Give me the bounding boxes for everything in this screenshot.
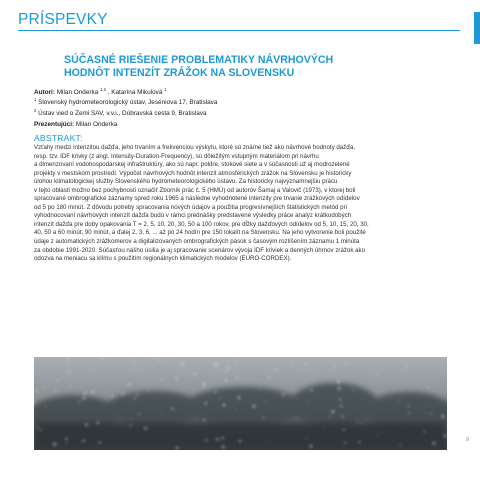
raindrop <box>36 426 38 428</box>
raindrop <box>293 391 295 393</box>
raindrop <box>161 414 162 415</box>
raindrop <box>235 362 237 364</box>
raindrop <box>238 395 240 397</box>
affiliation-2-text: Ústav vied o Zemi SAV, v.v.i., Dúbravská cesta 9, Bratislava <box>38 110 207 117</box>
abstract-line: spracované ombrografické záznamy spred roku 1965 a následne vyhodnotené intenzity pre trvanie zrážkových odídelov <box>34 195 360 203</box>
abstract-line: údaje z automatických zrážkomerov a digitalizovaných ombrografických pások s časovým rozlíšením záznamu 1 minúta <box>34 238 360 246</box>
raindrop <box>238 440 241 443</box>
raindrop <box>226 367 230 371</box>
raindrop <box>203 419 206 422</box>
raindrop <box>333 386 334 387</box>
raindrop <box>160 378 163 381</box>
raindrop <box>404 381 405 382</box>
raindrop <box>171 407 174 410</box>
rain-window-illustration <box>34 357 447 450</box>
raindrop <box>315 422 316 423</box>
raindrop <box>216 437 219 440</box>
raindrop <box>430 413 432 415</box>
article-title <box>64 54 394 80</box>
presenter-name: Milan Onderka <box>75 121 118 128</box>
raindrop <box>376 373 378 375</box>
raindrop <box>175 446 179 450</box>
raindrop <box>134 361 136 363</box>
raindrop <box>399 444 401 446</box>
raindrop <box>56 380 59 383</box>
raindrop <box>180 362 184 366</box>
abstract-line: vyhodnocovaní návrhových intenzít dažďa budú v rámci prednášky predstavené výsledky práce analýz krátkodobých <box>34 212 352 220</box>
raindrop <box>352 389 354 391</box>
presenter-line <box>34 121 434 129</box>
raindrop <box>407 405 409 407</box>
raindrop <box>259 387 261 389</box>
raindrop <box>70 389 71 390</box>
raindrop <box>408 412 410 414</box>
raindrop <box>236 377 239 380</box>
raindrop <box>144 426 148 430</box>
raindrop <box>224 379 228 383</box>
raindrop <box>310 389 313 392</box>
abstract-line: intenzít dažďa pre doby opakovania T = 2, 5, 10, 20, 30, 50 a 100 rokov, pre dĺžky dažďových odídelov od 5, 10, 15, 20, 30, <box>34 220 369 228</box>
raindrop <box>66 442 68 444</box>
raindrop <box>340 405 343 408</box>
raindrop <box>323 428 324 429</box>
abstract-line: resp. tzv. IDF krivky (z angl. Intensity-Duration-Frequency), sú dôležitým vstupným materiálom pri návrhu <box>34 152 319 160</box>
rain-window-photo <box>34 357 447 450</box>
raindrop <box>398 400 400 402</box>
raindrop <box>343 429 346 432</box>
raindrop <box>427 386 429 388</box>
raindrop <box>236 409 237 410</box>
author-separator: , Katarína Mikulová <box>107 89 163 96</box>
raindrop <box>219 397 221 399</box>
abstract-line: Vzťahy medzi intenzitou dažďa, jeho trvaním a frekvenciou výskytu, ktoré sú známe tiež ako návrhové hodnoty dažďa, <box>34 144 356 151</box>
raindrop <box>82 439 85 442</box>
raindrop <box>85 423 89 427</box>
raindrop <box>265 402 267 404</box>
raindrop <box>224 437 225 438</box>
raindrop <box>390 397 391 398</box>
author-2-affiliation: 1 <box>164 86 167 92</box>
affiliation-2-number: 2 <box>34 107 37 113</box>
raindrop <box>262 417 264 419</box>
raindrop <box>344 442 346 444</box>
raindrop <box>35 414 36 415</box>
raindrop <box>43 386 45 388</box>
raindrop <box>54 390 57 393</box>
authors-label: Autori: <box>34 89 55 96</box>
raindrop <box>306 437 308 439</box>
raindrop <box>131 425 132 426</box>
raindrop <box>309 445 313 449</box>
raindrop <box>313 372 315 374</box>
raindrop <box>251 386 252 387</box>
raindrop <box>92 370 94 372</box>
page-number: 9 <box>465 437 469 443</box>
author-1: Milan Onderka <box>56 89 99 96</box>
raindrop <box>45 406 47 408</box>
abstract-line: úlohou klimatologickej služby Slovenského hydrometeorologického ústavu. Za historicky najvýznamnejšiu prácu <box>34 178 338 186</box>
abstract-heading: ABSTRAKT: <box>34 133 83 143</box>
raindrop <box>98 441 101 444</box>
raindrop <box>337 386 341 390</box>
raindrop <box>121 392 124 395</box>
raindrop <box>329 415 331 417</box>
raindrop <box>67 363 69 365</box>
raindrop <box>53 442 57 446</box>
raindrop <box>170 359 171 360</box>
raindrop <box>355 421 357 423</box>
raindrop <box>134 367 136 369</box>
raindrop <box>127 383 131 387</box>
abstract-body <box>34 144 448 264</box>
raindrop <box>336 380 340 384</box>
raindrop <box>237 361 239 363</box>
raindrop <box>78 400 80 402</box>
abstract-line: 40, 50 a 60 minút; 90 minút, a ďalej 2, 3, 6, ... až po 24 hodín pre 150 lokalít na Slovensku. Na jeho vytvorenie boli použité <box>34 229 366 237</box>
header-divider <box>18 30 460 31</box>
raindrop <box>90 390 94 394</box>
authors-line <box>34 86 434 97</box>
affiliation-1-text: Slovenský hydrometeorologický ústav, Jeséniova 17, Bratislava <box>38 99 218 106</box>
raindrop <box>65 437 68 440</box>
raindrop <box>405 366 407 368</box>
raindrop <box>281 393 284 396</box>
raindrop <box>136 393 139 396</box>
raindrop <box>214 391 217 394</box>
raindrop <box>304 363 307 366</box>
raindrop <box>96 421 99 424</box>
raindrop <box>126 393 127 394</box>
raindrop <box>425 412 426 413</box>
raindrop <box>69 384 71 386</box>
raindrop <box>440 398 442 400</box>
raindrop <box>83 391 87 395</box>
raindrop <box>130 419 132 421</box>
raindrop <box>432 441 436 445</box>
raindrop <box>442 418 444 420</box>
raindrop <box>66 358 69 361</box>
raindrop <box>138 413 140 415</box>
raindrop <box>80 387 81 388</box>
raindrop <box>111 395 114 398</box>
author-1-affiliation: 1,2 <box>100 86 106 92</box>
article-title-line-1: SÚČASNÉ RIEŠENIE PROBLEMATIKY NÁVRHOVÝCH <box>64 54 334 66</box>
raindrop <box>224 370 227 373</box>
raindrop <box>90 372 91 373</box>
raindrop <box>306 402 307 403</box>
raindrop <box>40 429 42 431</box>
raindrop <box>287 407 288 408</box>
raindrop <box>333 365 335 367</box>
abstract-line: odozva na meniacu sa klímu s použitím regionálnych klimatických modelov (EURO-CORDEX). <box>34 255 292 263</box>
raindrop <box>221 437 224 440</box>
raindrop <box>443 434 446 437</box>
raindrop <box>82 396 86 400</box>
affiliation-1 <box>34 96 434 107</box>
raindrop <box>129 425 131 427</box>
raindrop <box>441 414 445 418</box>
raindrop <box>175 377 178 380</box>
raindrop <box>285 392 286 393</box>
raindrop <box>219 365 220 366</box>
raindrop <box>311 382 313 384</box>
raindrop <box>400 388 402 390</box>
page-side-tab <box>474 12 480 44</box>
raindrop <box>274 368 277 371</box>
raindrop <box>268 376 271 379</box>
raindrop <box>214 362 218 366</box>
raindrop <box>222 403 226 407</box>
raindrop <box>193 373 196 376</box>
raindrop <box>358 441 361 444</box>
raindrop <box>205 439 208 442</box>
article-title-line-2: HODNÔT INTENZÍT ZRÁŽOK NA SLOVENSKU <box>64 67 295 79</box>
affiliation-2 <box>34 107 434 118</box>
raindrop <box>331 410 335 414</box>
abstract-line: a dimenzovaní vodohospodárskej infraštruktúry, ako sú napr. poldre, stokové siete a v súčasnosti už aj modrozelené <box>34 161 350 169</box>
raindrop <box>339 398 342 401</box>
raindrop <box>430 404 431 405</box>
raindrop <box>35 389 38 392</box>
raindrop <box>252 404 256 408</box>
abstract-line: projekty v mestskom prostredí. Výpočet návrhových hodnôt intenzít atmosférických zrážok na Slovensku je historicky <box>34 169 352 177</box>
presenter-label: Prezentujúci: <box>34 121 75 128</box>
raindrop <box>158 358 161 361</box>
abstract-line: v tejto oblasti možno bez pochybnosti označiť Zborník prác č. 5 (HMÚ) od autorov Šamaj a Valovič (1973), v ktorej boli <box>34 186 356 194</box>
raindrop <box>133 397 136 400</box>
raindrop <box>291 364 293 366</box>
raindrop <box>303 369 305 371</box>
raindrop <box>238 397 241 400</box>
section-title: PRÍSPEVKY <box>18 11 108 28</box>
raindrop <box>359 422 361 424</box>
raindrop <box>204 402 207 405</box>
raindrop <box>376 435 377 436</box>
raindrop <box>341 415 344 418</box>
raindrop <box>69 376 70 377</box>
raindrop <box>203 384 207 388</box>
raindrop <box>346 362 348 364</box>
raindrop <box>424 430 426 432</box>
raindrop <box>221 445 225 449</box>
abstract-line: za obdobie 1991-2020. Súčasťou nášho úsilia je aj spracovanie scenárov vývoja IDF kriviek a denných úhrnov zrážok ako <box>34 246 366 254</box>
abstract-line: od 5 po 180 minút. Z dôvodu potreby spracovania nových údajov a použitia progresívnejších štatistických metód pri <box>34 203 348 211</box>
raindrop <box>269 441 270 442</box>
raindrop <box>147 389 149 391</box>
affiliation-1-number: 1 <box>34 96 37 102</box>
raindrop <box>68 371 71 374</box>
